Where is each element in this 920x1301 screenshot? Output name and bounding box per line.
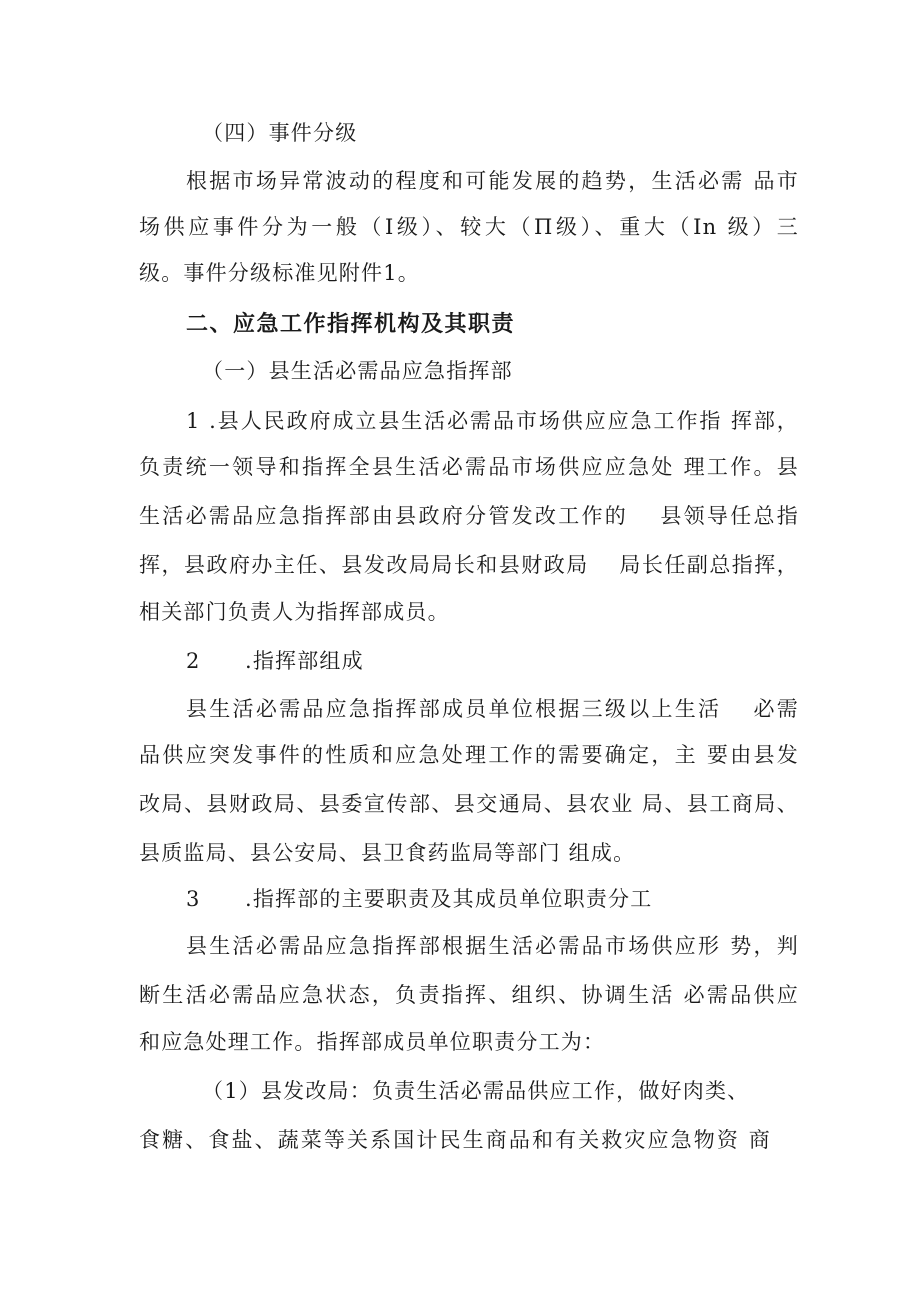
paragraph-line: 和应急处理工作。指挥部成员单位职责分工为： xyxy=(139,1030,606,1054)
section-heading-event-grading: （四）事件分级 xyxy=(202,121,358,145)
paragraph-line: 负责统一领导和指挥全县生活必需品市场供应应急处 理工作。县 xyxy=(139,455,799,479)
section-heading-county-command: （一）县生活必需品应急指挥部 xyxy=(202,359,513,383)
paragraph-line: 县生活必需品应急指挥部成员单位根据三级以上生活 必需 xyxy=(186,697,799,721)
list-item-development-bureau: （1）县发改局：负责生活必需品供应工作，做好肉类、 xyxy=(202,1079,750,1103)
paragraph-line: 场供应事件分为一般（Ⅰ级）、较大（Π级）、重大（In 级）三 xyxy=(139,215,799,239)
paragraph-line: 级。事件分级标准见附件1。 xyxy=(139,261,420,285)
paragraph-line: 改局、县财政局、县委宣传部、县交通局、县农业 局、县工商局、 xyxy=(139,792,799,816)
paragraph-line: 1 .县人民政府成立县生活必需品市场供应应急工作指 挥部， xyxy=(186,409,799,433)
paragraph-line: 生活必需品应急指挥部由县政府分管发改工作的 县领导任总指 xyxy=(139,504,799,528)
chapter-heading-command-structure: 二、应急工作指挥机构及其职责 xyxy=(186,312,516,337)
paragraph-line: 食糖、食盐、蔬菜等关系国计民生商品和有关救灾应急物资 商 xyxy=(139,1128,771,1152)
paragraph-line: 品供应突发事件的性质和应急处理工作的需要确定，主 要由县发 xyxy=(139,743,799,767)
paragraph-line: 断生活必需品应急状态，负责指挥、组织、协调生活 必需品供应 xyxy=(139,983,799,1007)
paragraph-line: 根据市场异常波动的程度和可能发展的趋势，生活必需 品市 xyxy=(186,169,799,193)
paragraph-line: 县生活必需品应急指挥部根据生活必需品市场供应形 势，判 xyxy=(186,934,799,958)
item-heading-composition: 2 .指挥部组成 xyxy=(186,649,364,673)
paragraph-line: 挥，县政府办主任、县发改局局长和县财政局 局长任副总指挥， xyxy=(139,553,799,577)
item-heading-duties: 3 .指挥部的主要职责及其成员单位职责分工 xyxy=(186,887,653,911)
paragraph-line: 相关部门负责人为指挥部成员。 xyxy=(139,600,450,624)
paragraph-line: 县质监局、县公安局、县卫食药监局等部门 组成。 xyxy=(139,841,636,865)
